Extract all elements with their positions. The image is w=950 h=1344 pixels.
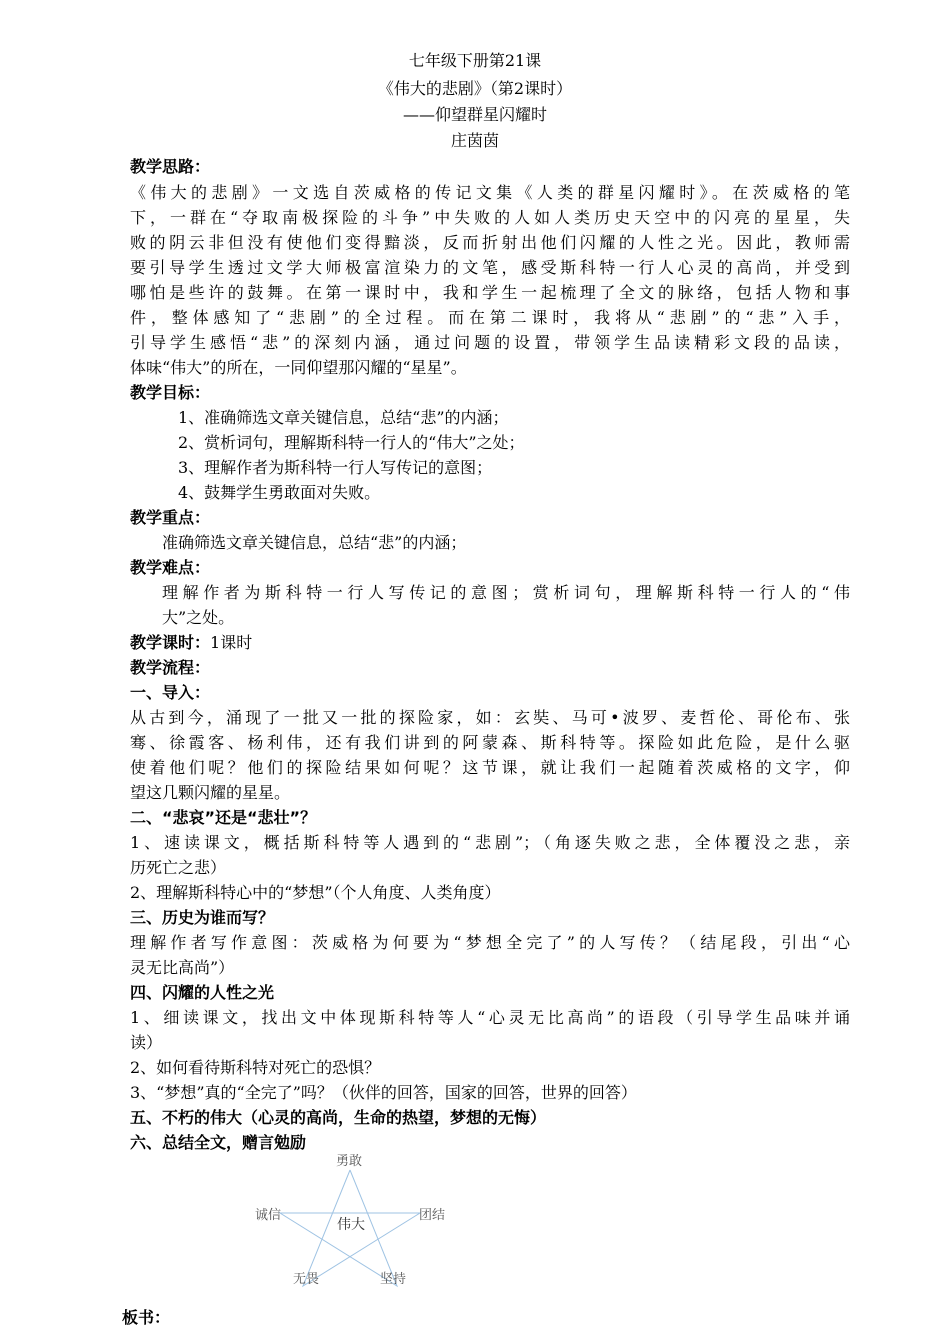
difficulty-heading: 教学难点： bbox=[130, 558, 211, 577]
thinking-line: 哪怕是些许的鼓舞。在第一课时中，我和学生一起梳理了全文的脉络，包括人物和事 bbox=[130, 283, 850, 302]
flow-heading: 教学流程： bbox=[130, 658, 211, 677]
star-label-center: 伟大 bbox=[337, 1217, 365, 1233]
part4-item1-line: 读） bbox=[130, 1033, 163, 1052]
goal-item: 4、鼓舞学生勇敢面对失败。 bbox=[178, 483, 381, 502]
part4-item1-line: 1、细读课文，找出文中体现斯科特等人“心灵无比高尚”的语段（引导学生品味并诵 bbox=[130, 1008, 850, 1027]
part1-line: 望这几颗闪耀的星星。 bbox=[130, 783, 291, 802]
part5-heading: 五、不朽的伟大（心灵的高尚，生命的热望，梦想的无悔） bbox=[130, 1108, 547, 1127]
goal-item: 2、赏析词句，理解斯科特一行人的“伟大”之处； bbox=[178, 433, 525, 452]
difficulty-line: 大”之处。 bbox=[162, 608, 235, 627]
thinking-line: 败的阴云非但没有使他们变得黯淡，反而折射出他们闪耀的人性之光。因此，教师需 bbox=[130, 233, 850, 252]
goals-heading: 教学目标： bbox=[130, 383, 211, 402]
thinking-line: 引导学生感悟“悲”的深刻内涵，通过问题的设置，带领学生品读精彩文段的品读， bbox=[130, 333, 850, 352]
goal-item: 3、理解作者为斯科特一行人写传记的意图； bbox=[178, 458, 493, 477]
thinking-line: 件，整体感知了“悲剧”的全过程。而在第二课时，我将从“悲剧”的“悲”入手， bbox=[130, 308, 850, 327]
star-label-bottom-left: 无畏 bbox=[293, 1272, 320, 1287]
part3-heading: 三、历史为谁而写？ bbox=[130, 908, 275, 927]
lesson-author: 庄茵茵 bbox=[450, 131, 499, 150]
star-label-bottom-right: 坚持 bbox=[380, 1272, 407, 1287]
hours-value: 1课时 bbox=[210, 633, 253, 652]
part1-line: 从古到今，涌现了一批又一批的探险家，如：玄奘、马可•波罗、麦哲伦、哥伦布、张 bbox=[130, 708, 850, 727]
focus-heading: 教学重点： bbox=[130, 508, 211, 527]
part4-item2: 2、如何看待斯科特对死亡的恐惧？ bbox=[130, 1058, 381, 1077]
star-label-right: 团结 bbox=[419, 1208, 446, 1223]
hours-row bbox=[130, 630, 850, 653]
difficulty-line: 理解作者为斯科特一行人写传记的意图；赏析词句，理解斯科特一行人的“伟 bbox=[162, 583, 850, 602]
thinking-line: 下，一群在“夺取南极探险的斗争”中失败的人如人类历史天空中的闪亮的星星，失 bbox=[130, 208, 850, 227]
hours-heading: 教学课时： bbox=[130, 633, 211, 652]
part2-item1-line: 1、速读课文，概括斯科特等人遇到的“悲剧”；（角逐失败之悲，全体覆没之悲，亲 bbox=[130, 833, 850, 852]
lesson-subtitle: ——仰望群星闪耀时 bbox=[402, 105, 547, 124]
part4-heading: 四、闪耀的人性之光 bbox=[130, 983, 275, 1002]
star-label-top: 勇敢 bbox=[336, 1154, 363, 1169]
part1-line: 骞、徐霞客、杨利伟，还有我们讲到的阿蒙森、斯科特等。探险如此危险，是什么驱 bbox=[130, 733, 850, 752]
part6-heading: 六、总结全文，赠言勉励 bbox=[130, 1133, 307, 1152]
lesson-title: 《伟大的悲剧》（第2课时） bbox=[377, 79, 573, 98]
star-label-left: 诚信 bbox=[255, 1208, 282, 1223]
board-heading: 板书： bbox=[122, 1308, 171, 1327]
thinking-line: 要引导学生透过文学大师极富渲染力的文笔，感受斯科特一行人心灵的高尚，并受到 bbox=[130, 258, 850, 277]
part4-item3: 3、“梦想”真的“全完了”吗？（伙伴的回答，国家的回答，世界的回答） bbox=[130, 1083, 637, 1102]
part2-item2: 2、理解斯科特心中的“梦想”（个人角度、人类角度） bbox=[130, 883, 501, 902]
goal-item: 1、准确筛选文章关键信息，总结“悲”的内涵； bbox=[178, 408, 509, 427]
part1-heading: 一、导入： bbox=[130, 683, 211, 702]
part1-line: 使着他们呢？他们的探险结果如何呢？这节课，就让我们一起随着茨威格的文字，仰 bbox=[130, 758, 850, 777]
lesson-grade: 七年级下册第21课 bbox=[408, 51, 542, 70]
part2-heading: 二、“悲哀”还是“悲壮”？ bbox=[130, 808, 317, 827]
part3-line: 理解作者写作意图：茨威格为何要为“梦想全完了”的人写传？（结尾段，引出“心 bbox=[130, 933, 850, 952]
part3-line: 灵无比高尚”） bbox=[130, 958, 235, 977]
thinking-line: 《伟大的悲剧》一文选自茨威格的传记文集《人类的群星闪耀时》。在茨威格的笔 bbox=[130, 183, 850, 202]
thinking-line: 体味“伟大”的所在，一同仰望那闪耀的“星星”。 bbox=[130, 358, 467, 377]
focus-text: 准确筛选文章关键信息，总结“悲”的内涵； bbox=[162, 533, 467, 552]
thinking-heading: 教学思路： bbox=[130, 157, 211, 176]
part2-item1-line: 历死亡之悲） bbox=[130, 858, 227, 877]
